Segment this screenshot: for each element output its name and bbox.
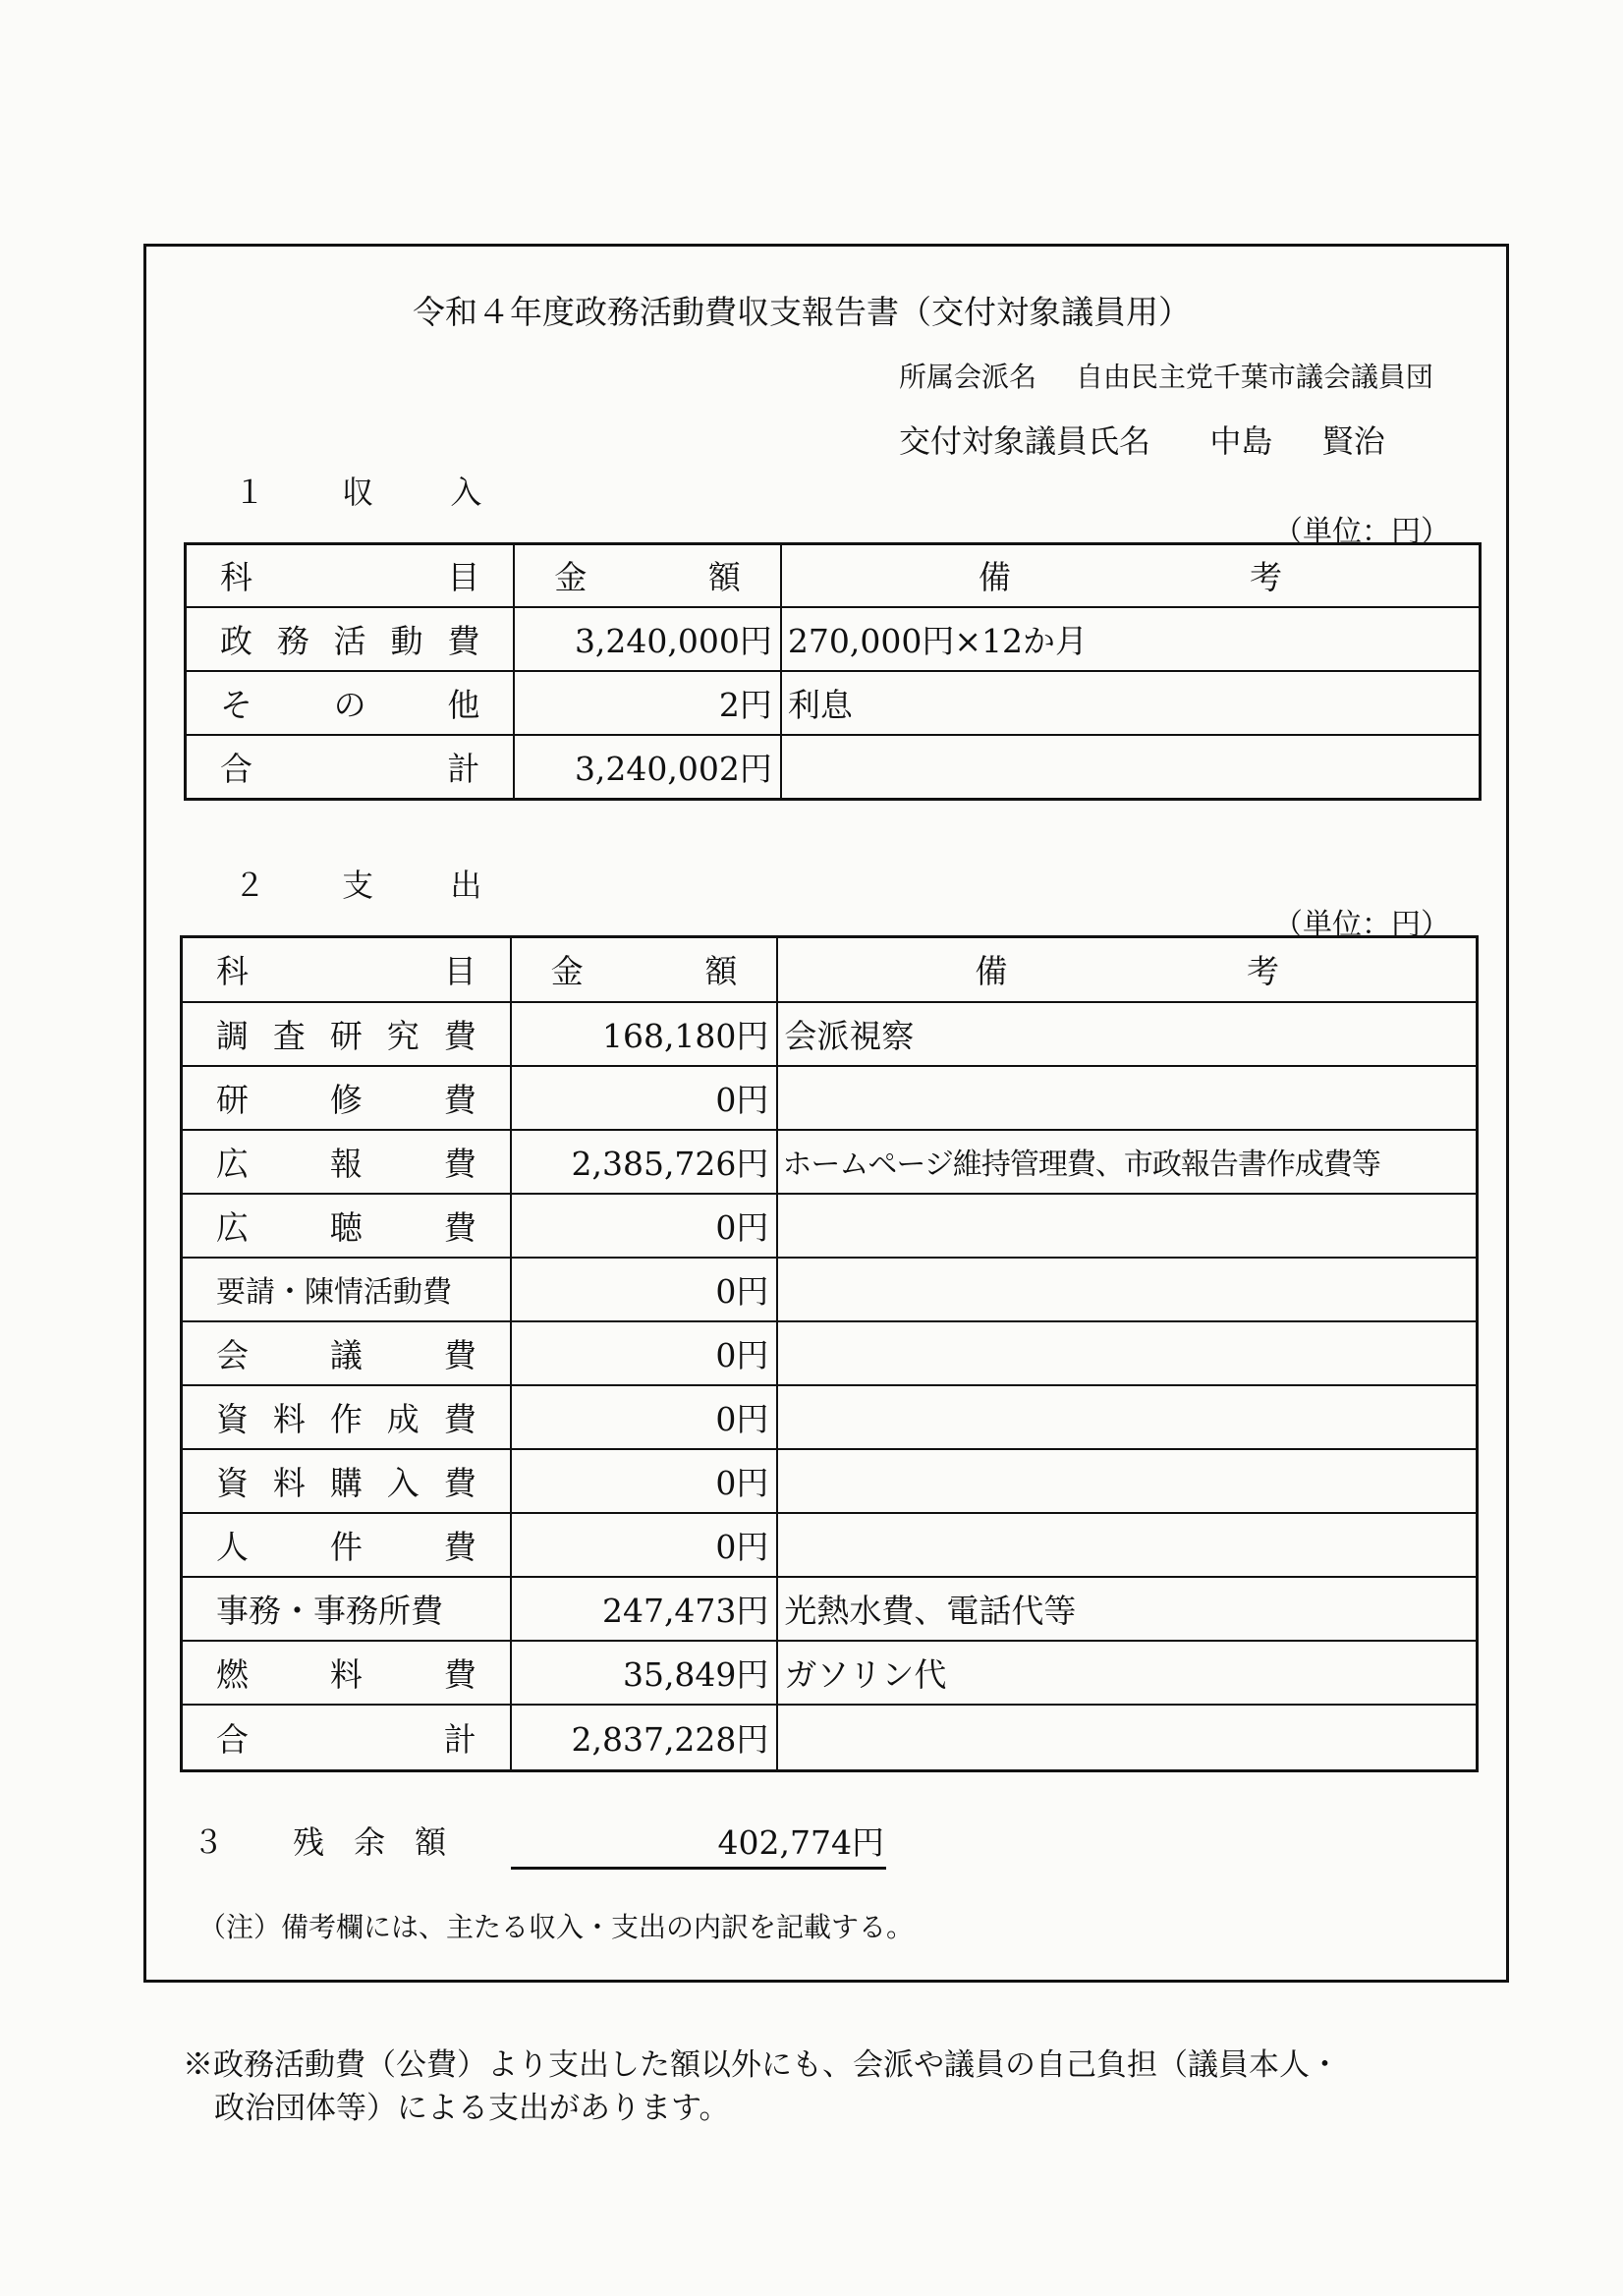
expense-amount: 247,473円 bbox=[511, 1577, 778, 1641]
member-line bbox=[899, 417, 1385, 462]
table-row bbox=[182, 1321, 1478, 1385]
expense-subject: 資料作成費 bbox=[182, 1385, 511, 1449]
expense-subject: 資料購入費 bbox=[182, 1449, 511, 1513]
expense-amount: 0円 bbox=[511, 1066, 778, 1130]
outer-note bbox=[183, 2044, 1499, 2130]
income-subject: その他 bbox=[186, 671, 515, 735]
expense-amount: 2,385,726円 bbox=[511, 1130, 778, 1194]
expense-subject: 広報費 bbox=[182, 1130, 511, 1194]
table-row bbox=[182, 1066, 1478, 1130]
expense-remarks bbox=[777, 1513, 1477, 1577]
expense-header-remarks: 備考 bbox=[777, 937, 1477, 1002]
expense-subject: 人件費 bbox=[182, 1513, 511, 1577]
income-header-subject: 科目 bbox=[186, 544, 515, 607]
expense-remarks bbox=[777, 1385, 1477, 1449]
income-subject: 合計 bbox=[186, 735, 515, 800]
expense-unit: （単位：円） bbox=[1273, 908, 1450, 942]
income-header-remarks: 備考 bbox=[781, 544, 1481, 607]
table-row bbox=[186, 607, 1481, 671]
expense-amount: 0円 bbox=[511, 1449, 778, 1513]
income-heading: １ 収 入 bbox=[234, 474, 516, 511]
expense-amount: 0円 bbox=[511, 1385, 778, 1449]
table-row bbox=[182, 1513, 1478, 1577]
expense-header-row bbox=[182, 937, 1478, 1002]
expense-remarks bbox=[777, 1066, 1477, 1130]
table-row bbox=[182, 1194, 1478, 1258]
income-header-amount: 金額 bbox=[514, 544, 781, 607]
expense-remarks bbox=[777, 1194, 1477, 1258]
expense-subject: 会議費 bbox=[182, 1321, 511, 1385]
report-title: 令和４年度政務活動費収支報告書（交付対象議員用） bbox=[413, 293, 1191, 331]
outer-note-line2: 政治団体等）による支出があります。 bbox=[214, 2091, 730, 2126]
table-row bbox=[186, 671, 1481, 735]
expense-amount: 2,837,228円 bbox=[511, 1705, 778, 1771]
expense-table bbox=[180, 935, 1479, 1772]
income-subject: 政務活動費 bbox=[186, 607, 515, 671]
expense-remarks: ガソリン代 bbox=[777, 1641, 1477, 1705]
expense-remarks bbox=[777, 1258, 1477, 1321]
faction-label: 所属会派名 bbox=[899, 361, 1037, 393]
member-name-family: 中島 bbox=[1209, 422, 1273, 460]
expense-subject: 広聴費 bbox=[182, 1194, 511, 1258]
outer-note-line1: ※政務活動費（公費）より支出した額以外にも、会派や議員の自己負担（議員本人・ bbox=[183, 2047, 1340, 2083]
table-row bbox=[182, 1449, 1478, 1513]
table-row bbox=[186, 735, 1481, 800]
expense-amount: 0円 bbox=[511, 1321, 778, 1385]
expense-subject: 要請・陳情活動費 bbox=[182, 1258, 511, 1321]
income-table bbox=[184, 542, 1482, 801]
expense-subject: 燃料費 bbox=[182, 1641, 511, 1705]
expense-subject: 合計 bbox=[182, 1705, 511, 1771]
expense-header-amount: 金額 bbox=[511, 937, 778, 1002]
income-amount: 3,240,000円 bbox=[514, 607, 781, 671]
table-row bbox=[182, 1385, 1478, 1449]
expense-remarks: 光熱水費、電話代等 bbox=[777, 1577, 1477, 1641]
table-row bbox=[182, 1577, 1478, 1641]
expense-amount: 168,180円 bbox=[511, 1002, 778, 1066]
faction-name: 自由民主党千葉市議会議員団 bbox=[1075, 361, 1433, 393]
expense-remarks bbox=[777, 1321, 1477, 1385]
income-amount: 2円 bbox=[514, 671, 781, 735]
expense-subject: 調査研究費 bbox=[182, 1002, 511, 1066]
expense-remarks bbox=[777, 1705, 1477, 1771]
income-remarks: 利息 bbox=[781, 671, 1481, 735]
income-header-row bbox=[186, 544, 1481, 607]
table-row bbox=[182, 1705, 1478, 1771]
income-amount: 3,240,002円 bbox=[514, 735, 781, 800]
expense-remarks: ホームページ維持管理費、市政報告書作成費等 bbox=[777, 1130, 1477, 1194]
income-unit: （単位：円） bbox=[1273, 515, 1450, 549]
expense-subject: 事務・事務所費 bbox=[182, 1577, 511, 1641]
expense-subject: 研修費 bbox=[182, 1066, 511, 1130]
expense-heading: ２ 支 出 bbox=[234, 867, 516, 904]
member-name-given: 賢治 bbox=[1321, 422, 1385, 460]
balance-value: 402,774円 bbox=[717, 1823, 884, 1862]
table-row bbox=[182, 1641, 1478, 1705]
expense-header-subject: 科目 bbox=[182, 937, 511, 1002]
footnote: （注）備考欄には、主たる収入・支出の内訳を記載する。 bbox=[198, 1911, 915, 1943]
member-label: 交付対象議員氏名 bbox=[899, 422, 1151, 460]
income-remarks bbox=[781, 735, 1481, 800]
balance-label: ３ 残余額 bbox=[193, 1823, 476, 1861]
table-row bbox=[182, 1130, 1478, 1194]
expense-amount: 0円 bbox=[511, 1513, 778, 1577]
expense-remarks: 会派視察 bbox=[777, 1002, 1477, 1066]
income-remarks: 270,000円×12か月 bbox=[781, 607, 1481, 671]
expense-amount: 0円 bbox=[511, 1194, 778, 1258]
faction-line bbox=[899, 356, 1433, 395]
expense-amount: 35,849円 bbox=[511, 1641, 778, 1705]
balance-underline bbox=[511, 1867, 886, 1870]
table-row bbox=[182, 1002, 1478, 1066]
table-row bbox=[182, 1258, 1478, 1321]
expense-remarks bbox=[777, 1449, 1477, 1513]
expense-amount: 0円 bbox=[511, 1258, 778, 1321]
